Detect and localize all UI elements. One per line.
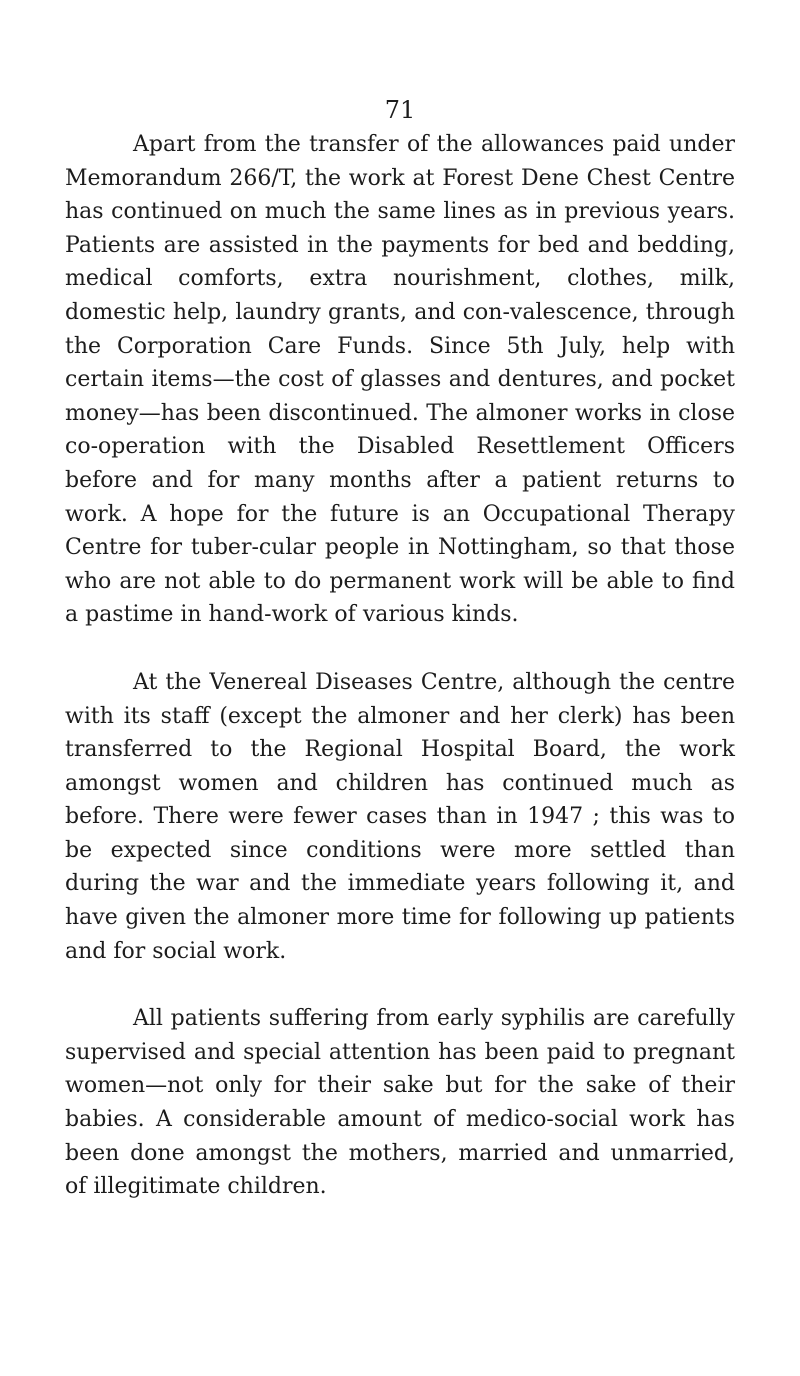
paragraph-syphilis-patients: All patients suffering from early syphilis are carefully supervised and special attention has been paid to pregnant women—not only for their sake but for the sake of their babies. A considerable amount of medico-social work has been done amongst the mothers, married and unmarried, of illegitimate children. [65, 1006, 735, 1200]
paragraph-chest-centre: Apart from the transfer of the allowances paid under Memorandum 266/T, the work at Forest Dene Chest Centre has continued on much the same lines as in previous years. Patients are assisted in the payments for bed and bedding, medical comforts, extra nourishment, clothes, milk, domestic help, laundry grants, and con-valescence, through the Corporation Care Funds. Since 5th July, help with certain items—the cost of glasses and dentures, and pocket money—has been discontinued. The almoner works in close co-operation with the Disabled Resettlement Officers before and for many months after a patient returns to work. A hope for the future is an Occupational Therapy Centre for tuber-cular people in Nottingham, so that those who are not able to do permanent work will be able to find a pastime in hand-work of various kinds. [65, 132, 735, 628]
paragraph-venereal-diseases-centre: At the Venereal Diseases Centre, although the centre with its staff (except the almoner and her clerk) has been transferred to the Regional Hospital Board, the work amongst women and children has continued much as before. There were fewer cases than in 1947 ; this was to be expected since conditions were more settled than during the war and the immediate years following it, and have given the almoner more time for following up patients and for social work. [65, 669, 735, 964]
body-text [65, 128, 735, 1204]
page-number: 71 [384, 96, 416, 124]
